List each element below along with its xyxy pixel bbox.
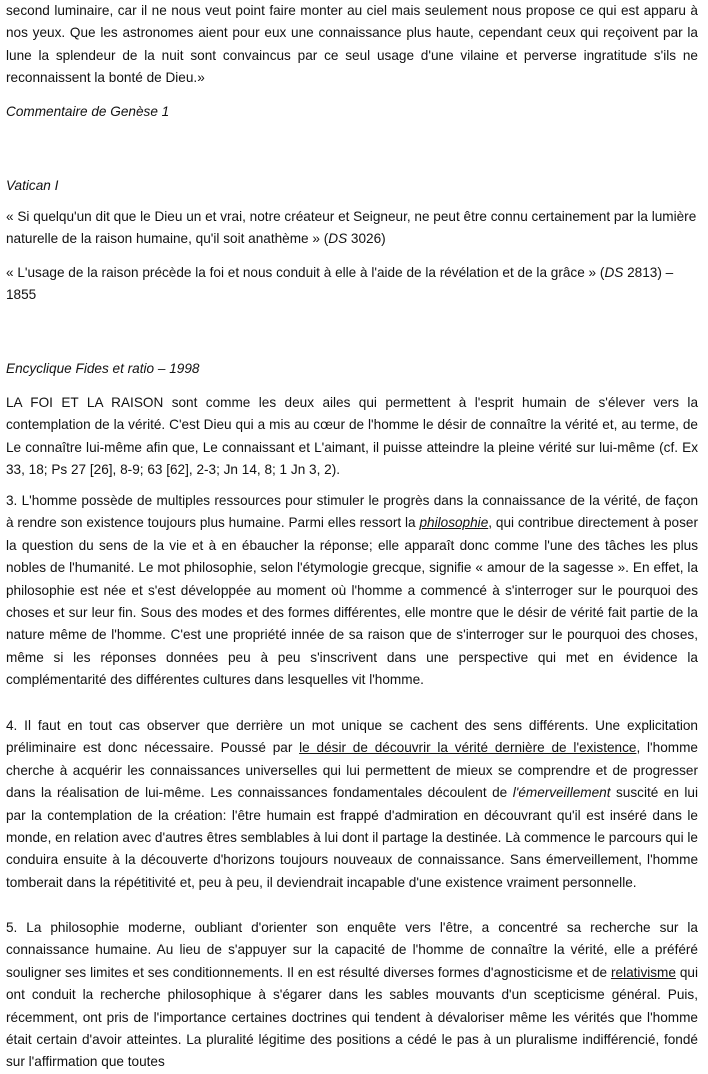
foi-raison-text: LA FOI ET LA RAISON sont comme les deux ailes qui permettent à l'esprit humain de s'élever vers la contemplation de la vérité. C'est Dieu qui a mis au cœur de l'homme le désir de connaître la vérité et, au terme, de Le connaître lui-même afin que, Le connaissant et L'aimant, il puisse atteindre la pleine vérité sur lui-même (cf. Ex 33, 18; Ps 27 [26], 8-9; 63 [62], 2-3; Jn 14, 8; 1 Jn 3, 2). <box>6 395 698 478</box>
vatican-quote-2-text: « L'usage de la raison précède la foi et nous conduit à elle à l'aide de la révélation et de la grâce » ( <box>6 265 605 280</box>
desir-verite-emphasis: le désir de découvrir la vérité dernière de l'existence <box>299 740 637 756</box>
vatican-label: Vatican I <box>6 178 59 193</box>
p5-text-b: qui ont conduit la recherche philosophique à s'égarer dans les sables mouvants d'un scepticisme général. Puis, récemment, ont pris de l'importance certaines doctrines qui tendent à dévaloriser même les vérités que l'homme était certain d'avoir atteintes. La pluralité légitime des positions a cédé le pas à un pluralisme indifférencié, fondé sur l'affirmation que toutes <box>6 964 698 1070</box>
paragraph-4 <box>6 715 698 894</box>
p4-text-c: suscité en lui par la contemplation de la création: l'être humain est frappé d'admiration en découvrant qu'il est inséré dans le monde, en relation avec d'autres êtres semblables à lui dont il partage la destinée. Là commence le parcours qui le conduira ensuite à la découverte d'horizons toujours nouveaux de connaissance. Sans émerveillement, l'homme tomberait dans la répétitivité et, peu à peu, il deviendrait incapable d'une existence vraiment personnelle. <box>6 785 698 890</box>
vatican-quote-1-ref: 3026) <box>347 231 386 247</box>
emerveillement-emphasis: l'émerveillement <box>512 785 611 801</box>
vatican-quote-1-ds: DS <box>328 231 348 247</box>
paragraph-5 <box>6 917 698 1074</box>
relativisme-emphasis: relativisme <box>610 964 676 980</box>
p3-text-a: 3. L'homme possède de multiples ressources pour stimuler le progrès dans la connaissance de la vérité, de façon à rendre son existence toujours plus humaine. Parmi elles ressort la <box>6 493 698 531</box>
vatican-quote-2 <box>6 262 698 307</box>
paragraph-3 <box>6 490 698 692</box>
p3-text-b: , qui contribue directement à poser la question du sens de la vie et à en ébaucher la réponse; elle apparaît donc comme l'une des tâches les plus nobles de l'humanité. Le mot philosophie, selon l'étymologie grecque, signifie « amour de la sagesse ». En effet, la philosophie est née et s'est développée au moment où l'homme a commencé à s'interroger sur le pourquoi des choses et sur leur fin. Sous des modes et des formes différentes, elle montre que le désir de vérité fait partie de la nature même de l'homme. C'est une propriété innée de sa raison que de s'interroger sur le pourquoi des choses, même si les réponses données peu à peu s'inscrivent dans une perspective qui met en évidence la complémentarité des différentes cultures dans lesquelles vit l'homme. <box>6 515 698 688</box>
p4-text-b: , l'homme cherche à acquérir les connaissances universelles qui lui permettent de mieux se comprendre et de progresser dans la réalisation de lui-même. Les connaissances fondamentales découlent de <box>6 740 698 801</box>
vatican-quote-2-ds: DS <box>604 265 624 280</box>
philosophie-emphasis: philosophie <box>419 515 489 531</box>
vatican-quote-1-text: « Si quelqu'un dit que le Dieu un et vrai, notre créateur et Seigneur, ne peut être connu certainement par la lumière naturelle de la raison humaine, qu'il soit anathème » ( <box>6 209 697 247</box>
fides-et-ratio-label: Encyclique Fides et ratio – 1998 <box>6 361 200 376</box>
intro-paragraph <box>6 0 698 90</box>
vatican-quote-1 <box>6 206 698 251</box>
p4-text-a: 4. Il faut en tout cas observer que derrière un mot unique se cachent des sens différents. Une explicitation préliminaire est donc nécessaire. Poussé par <box>6 718 698 756</box>
vatican-quote-2-ref: 2813) – 1855 <box>6 265 674 303</box>
intro-text: second luminaire, car il ne nous veut point faire monter au ciel mais seulement nous propose ce qui est apparu à nos yeux. Que les astronomes aient pour eux une connaissance plus haute, cependant ceux qui reçoivent par la lune la splendeur de la nuit sont convaincus par ce seul usage d'une vilaine et perverse ingratitude s'ils ne reconnaissent la bonté de Dieu.» <box>6 3 698 86</box>
p5-text-a: 5. La philosophie moderne, oubliant d'orienter son enquête vers l'être, a concentré sa recherche sur la connaissance humaine. Au lieu de s'appuyer sur la capacité de l'homme de connaître la vérité, elle a préféré souligner ses limites et ses conditionnements. Il en est résulté diverses formes d'agnosticisme et de <box>6 920 698 980</box>
foi-raison-paragraph <box>6 392 698 482</box>
commentaire-genese-label: Commentaire de Genèse 1 <box>6 104 170 119</box>
